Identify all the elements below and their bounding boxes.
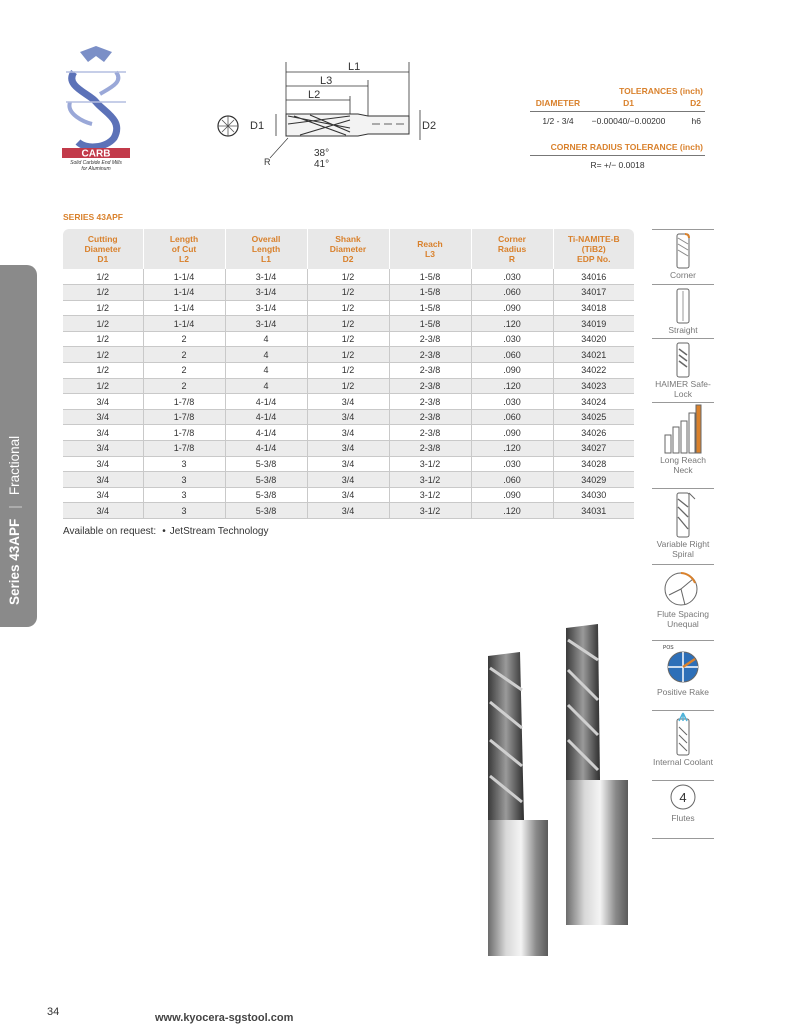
table-cell: 4-1/4	[225, 394, 307, 410]
table-cell: .060	[471, 347, 553, 363]
tool-dimension-diagram	[210, 58, 450, 173]
tol-d2-value: h6	[691, 116, 701, 126]
table-cell: 3/4	[63, 409, 143, 425]
table-row	[63, 331, 634, 347]
tol-d1-value: −0.00040/−0.00200	[591, 116, 666, 126]
table-cell: 3	[143, 456, 225, 472]
feature-flute-spacing: Flute Spacing Unequal	[652, 565, 714, 641]
table-cell: 1-1/4	[143, 269, 225, 285]
table-cell: 3/4	[63, 394, 143, 410]
flute-count: 4	[679, 790, 687, 805]
flutes-icon	[668, 781, 698, 813]
table-cell: 1/2	[63, 285, 143, 301]
table-row	[63, 409, 634, 425]
table-cell: 1-7/8	[143, 441, 225, 457]
table-cell: 1-1/4	[143, 316, 225, 332]
table-cell: 2	[143, 347, 225, 363]
table-cell: 34017	[553, 285, 634, 301]
table-cell: 2-3/8	[389, 394, 471, 410]
table-cell: 1/2	[307, 331, 389, 347]
table-cell: 1-7/8	[143, 394, 225, 410]
spec-table	[63, 229, 634, 519]
side-tab-category: Fractional	[7, 435, 22, 496]
table-cell: 1-5/8	[389, 316, 471, 332]
table-row	[63, 487, 634, 503]
table-row	[63, 316, 634, 332]
side-tab-separator: |	[7, 505, 22, 509]
tol-header-d1: D1	[623, 98, 634, 108]
pos-label: POS	[663, 645, 674, 651]
table-cell: 1/2	[307, 269, 389, 285]
table-cell: 1-7/8	[143, 425, 225, 441]
product-photo	[470, 620, 650, 960]
header-overall-length: Overall Length L1	[225, 229, 307, 269]
tolerances-title: TOLERANCES (inch)	[619, 86, 703, 96]
angle-38-label: 38°	[314, 148, 330, 159]
table-cell: 1/2	[307, 316, 389, 332]
table-row	[63, 363, 634, 379]
feature-internal-coolant: Internal Coolant	[652, 711, 714, 781]
table-row	[63, 269, 634, 285]
tolerances-header-row	[530, 96, 705, 112]
tolerances-row	[530, 112, 705, 126]
angle-41-label: 41°	[314, 159, 330, 170]
table-cell: .030	[471, 456, 553, 472]
table-cell: 3	[143, 503, 225, 519]
table-cell: 3-1/4	[225, 269, 307, 285]
table-cell: 34030	[553, 487, 634, 503]
l3-label: L3	[320, 75, 333, 87]
table-cell: 1-1/4	[143, 300, 225, 316]
table-cell: .120	[471, 378, 553, 394]
tolerances-block	[530, 86, 705, 170]
d2-label: D2	[422, 120, 437, 132]
table-cell: 34016	[553, 269, 634, 285]
corner-radius-tolerance-title: CORNER RADIUS TOLERANCE (inch)	[530, 132, 705, 156]
table-cell: 34019	[553, 316, 634, 332]
page-number: 34	[47, 1006, 60, 1018]
feature-corner: Corner	[652, 229, 714, 285]
table-cell: 3/4	[307, 503, 389, 519]
table-cell: 3-1/4	[225, 285, 307, 301]
table-cell: 1/2	[307, 363, 389, 379]
r-label: R	[264, 157, 271, 167]
table-cell: 3/4	[63, 472, 143, 488]
table-cell: 34024	[553, 394, 634, 410]
table-cell: 5-3/8	[225, 456, 307, 472]
variable-spiral-icon	[669, 489, 697, 539]
table-cell: 2-3/8	[389, 378, 471, 394]
table-body	[63, 269, 634, 519]
table-cell: 3-1/4	[225, 300, 307, 316]
table-cell: 2	[143, 363, 225, 379]
table-cell: 3	[143, 487, 225, 503]
table-row	[63, 472, 634, 488]
header-length-of-cut: Length of Cut L2	[143, 229, 225, 269]
table-cell: 3-1/2	[389, 456, 471, 472]
table-cell: 2	[143, 331, 225, 347]
table-cell: 34029	[553, 472, 634, 488]
table-cell: 4	[225, 378, 307, 394]
table-cell: 34023	[553, 378, 634, 394]
table-cell: 2-3/8	[389, 409, 471, 425]
table-cell: 34025	[553, 409, 634, 425]
series-label: SERIES 43APF	[63, 212, 123, 222]
table-cell: .030	[471, 394, 553, 410]
table-cell: 1/2	[63, 363, 143, 379]
corner-radius-tolerance-value: R= +/− 0.0018	[590, 160, 645, 170]
table-cell: 1/2	[307, 378, 389, 394]
table-cell: 3/4	[307, 456, 389, 472]
table-cell: 1/2	[63, 269, 143, 285]
haimer-icon	[673, 339, 693, 379]
table-cell: 1/2	[307, 347, 389, 363]
table-cell: .090	[471, 487, 553, 503]
positive-rake-icon	[661, 641, 705, 687]
header-shank-diameter: Shank Diameter D2	[307, 229, 389, 269]
table-cell: 1-7/8	[143, 409, 225, 425]
table-cell: 3/4	[307, 394, 389, 410]
d1-label: D1	[250, 120, 265, 132]
table-cell: 2-3/8	[389, 363, 471, 379]
feature-flutes: 4 Flutes	[652, 781, 714, 839]
table-cell: .120	[471, 503, 553, 519]
table-cell: 3-1/4	[225, 316, 307, 332]
table-cell: 4-1/4	[225, 425, 307, 441]
table-cell: 1-5/8	[389, 285, 471, 301]
table-cell: 1/2	[63, 378, 143, 394]
feature-positive-rake: POS Positive Rake	[652, 641, 714, 711]
table-cell: 34027	[553, 441, 634, 457]
table-cell: 3/4	[63, 503, 143, 519]
internal-coolant-icon	[671, 711, 695, 757]
table-cell: .120	[471, 316, 553, 332]
table-header-row	[63, 229, 634, 269]
table-row	[63, 300, 634, 316]
table-cell: 2	[143, 378, 225, 394]
bullet-icon: •	[162, 526, 166, 537]
flute-spacing-icon	[661, 565, 705, 609]
table-cell: 34031	[553, 503, 634, 519]
feature-long-reach-neck: Long Reach Neck	[652, 403, 714, 489]
logo-tagline-2: for Aluminum	[81, 166, 111, 172]
table-row	[63, 285, 634, 301]
available-label: Available on request:	[63, 526, 157, 537]
long-reach-neck-icon	[663, 403, 703, 455]
table-cell: 5-3/8	[225, 472, 307, 488]
table-cell: .090	[471, 300, 553, 316]
table-cell: 3/4	[307, 425, 389, 441]
table-cell: 4	[225, 347, 307, 363]
side-tab-series: Series 43APF	[7, 518, 22, 605]
table-cell: .060	[471, 409, 553, 425]
table-cell: 34028	[553, 456, 634, 472]
table-cell: 34018	[553, 300, 634, 316]
table-cell: 5-3/8	[225, 487, 307, 503]
table-cell: 3/4	[63, 487, 143, 503]
table-row	[63, 503, 634, 519]
logo-brand: CARB	[81, 148, 111, 160]
table-cell: 1/2	[63, 347, 143, 363]
table-row	[63, 378, 634, 394]
table-cell: 3/4	[307, 472, 389, 488]
table-cell: .030	[471, 269, 553, 285]
table-cell: 3/4	[307, 441, 389, 457]
table-cell: 3-1/2	[389, 487, 471, 503]
table-row	[63, 394, 634, 410]
table-cell: 1/2	[63, 331, 143, 347]
table-row	[63, 456, 634, 472]
table-cell: .090	[471, 363, 553, 379]
table-cell: .030	[471, 331, 553, 347]
table-cell: 1/2	[63, 316, 143, 332]
logo-tagline-1: Solid Carbide End Mills	[70, 160, 122, 166]
available-item: JetStream Technology	[169, 526, 269, 537]
table-cell: 2-3/8	[389, 425, 471, 441]
table-cell: 3-1/2	[389, 503, 471, 519]
table-cell: 4-1/4	[225, 409, 307, 425]
table-cell: 2-3/8	[389, 441, 471, 457]
header-reach: Reach L3	[389, 229, 471, 269]
header-edp-no: Ti-NAMITE-B (TiB2) EDP No.	[553, 229, 634, 269]
table-cell: 3/4	[307, 409, 389, 425]
table-cell: 3/4	[63, 425, 143, 441]
table-row	[63, 441, 634, 457]
table-cell: .090	[471, 425, 553, 441]
table-cell: .120	[471, 441, 553, 457]
table-cell: 3/4	[307, 487, 389, 503]
table-cell: 5-3/8	[225, 503, 307, 519]
table-cell: 3	[143, 472, 225, 488]
feature-icons	[652, 229, 714, 839]
l2-label: L2	[308, 89, 321, 101]
l1-label: L1	[348, 61, 361, 73]
table-cell: 1-5/8	[389, 269, 471, 285]
table-cell: 34026	[553, 425, 634, 441]
carb-logo	[60, 42, 132, 174]
table-row	[63, 425, 634, 441]
table-cell: 1-5/8	[389, 300, 471, 316]
table-cell: 3-1/2	[389, 472, 471, 488]
available-on-request	[63, 526, 269, 537]
table-cell: 3/4	[63, 441, 143, 457]
header-cutting-diameter: Cutting Diameter D1	[63, 229, 143, 269]
side-tab-text	[7, 265, 22, 605]
straight-icon	[673, 285, 693, 325]
table-cell: 2-3/8	[389, 331, 471, 347]
corner-icon	[673, 230, 693, 270]
table-cell: 34020	[553, 331, 634, 347]
table-cell: 1/2	[63, 300, 143, 316]
table-cell: 1/2	[307, 300, 389, 316]
table-cell: .060	[471, 472, 553, 488]
feature-variable-spiral: Variable Right Spiral	[652, 489, 714, 565]
feature-straight: Straight	[652, 285, 714, 339]
table-cell: 34022	[553, 363, 634, 379]
website-url: www.kyocera-sgstool.com	[155, 1012, 294, 1024]
tol-header-diameter: DIAMETER	[535, 98, 581, 108]
table-cell: 34021	[553, 347, 634, 363]
table-cell: 4	[225, 363, 307, 379]
tol-diameter-value: 1/2 - 3/4	[542, 116, 574, 126]
table-cell: 4-1/4	[225, 441, 307, 457]
table-cell: 3/4	[63, 456, 143, 472]
table-cell: 1/2	[307, 285, 389, 301]
table-cell: .060	[471, 285, 553, 301]
header-corner-radius: Corner Radius R	[471, 229, 553, 269]
table-row	[63, 347, 634, 363]
tol-header-d2: D2	[690, 98, 701, 108]
feature-haimer: HAIMER Safe-Lock	[652, 339, 714, 403]
table-cell: 4	[225, 331, 307, 347]
table-cell: 1-1/4	[143, 285, 225, 301]
table-cell: 2-3/8	[389, 347, 471, 363]
side-tab	[0, 265, 37, 627]
